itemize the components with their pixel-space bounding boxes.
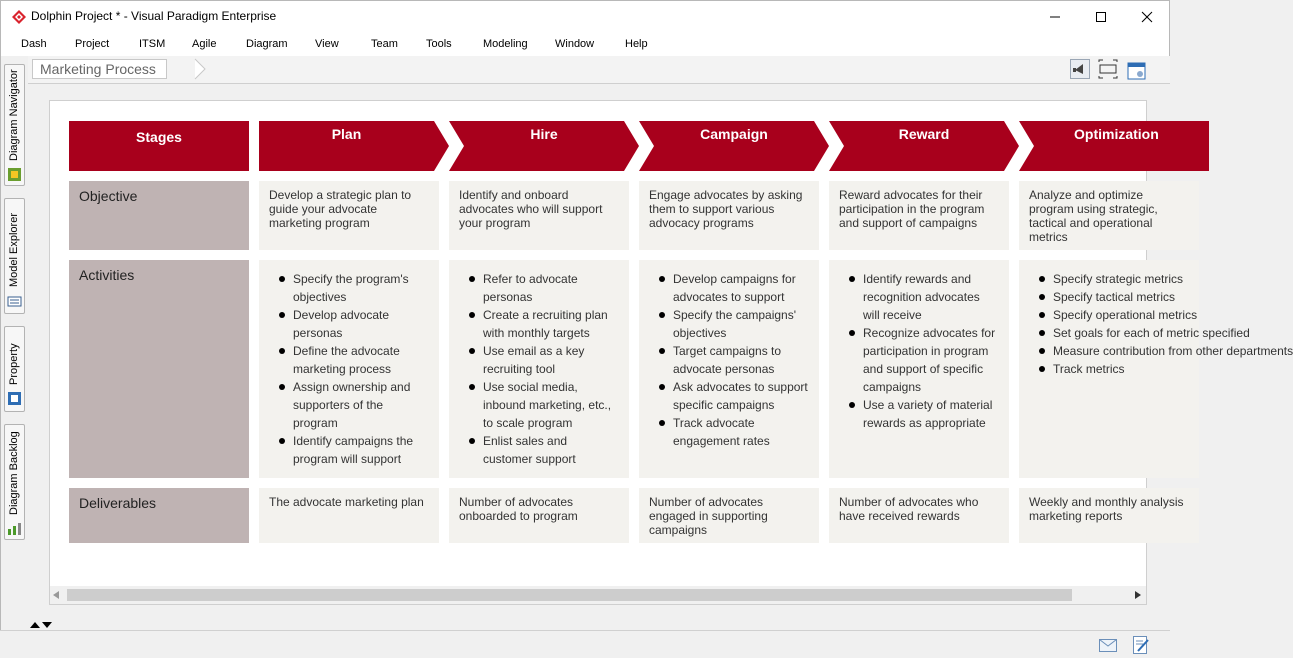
menu-help[interactable]: Help [625, 38, 648, 50]
row-header-deliverables [69, 488, 249, 543]
objective-text: Develop a strategic plan to guide your advocate marketing program [269, 188, 412, 230]
diagram-toolbar [28, 56, 1170, 84]
deliverable-optimization [1019, 488, 1199, 543]
tab-diagram-navigator[interactable] [4, 64, 25, 186]
activity-item: Use email as a key recruiting tool [459, 342, 619, 378]
menu-bar [0, 32, 1170, 56]
menu-view[interactable]: View [315, 38, 339, 50]
maximize-button[interactable] [1078, 1, 1124, 32]
objective-reward [829, 181, 1009, 250]
side-panel-tabs [0, 56, 28, 646]
objective-optimization [1019, 181, 1199, 250]
diagram-backlog-icon [7, 521, 22, 536]
tab-label: Model Explorer [8, 213, 20, 287]
diagram-settings-icon[interactable] [1127, 61, 1147, 81]
status-bar [0, 630, 1170, 658]
activities-campaign [639, 260, 819, 478]
menu-modeling[interactable]: Modeling [483, 38, 528, 50]
property-icon [7, 391, 22, 406]
tab-label: Diagram Backlog [8, 431, 20, 515]
breadcrumb-arrow-icon [195, 59, 207, 81]
minimize-icon [1050, 12, 1060, 22]
activity-item: Specify tactical metrics [1029, 288, 1189, 306]
fit-diagram-icon[interactable] [1098, 59, 1118, 79]
activity-item: Set goals for each of metric specified [1029, 324, 1189, 342]
menu-window[interactable]: Window [555, 38, 595, 50]
row-header-activities [69, 260, 249, 478]
window-title: Dolphin Project * - Visual Paradigm Enterprise [31, 9, 277, 23]
activity-item: Ask advocates to support specific campaigns [649, 378, 809, 414]
activities-list [1029, 270, 1293, 378]
objective-text: Engage advocates by asking them to support various advocacy programs [649, 188, 803, 230]
stages-header [69, 121, 249, 171]
activity-item: Specify the program's objectives [269, 270, 429, 306]
deliverable-text: Number of advocates engaged in supporting campaigns [649, 495, 768, 537]
announcement-icon[interactable] [1070, 59, 1090, 79]
menu-itsm[interactable]: ITSM [139, 38, 166, 50]
menu-team[interactable]: Team [371, 38, 398, 50]
model-explorer-icon [7, 294, 22, 309]
menu-agile[interactable]: Agile [192, 38, 217, 50]
close-button[interactable] [1124, 1, 1170, 32]
activity-item: Specify the campaigns' objectives [649, 306, 809, 342]
activity-item: Measure contribution from other departments [1029, 342, 1189, 360]
minimize-button[interactable] [1032, 1, 1078, 32]
activity-item: Recognize advocates for participation in program and support of specific campaigns [839, 324, 999, 396]
mail-icon[interactable] [1099, 639, 1117, 652]
stage-hire-label: Hire [530, 126, 558, 142]
deliverable-text: Weekly and monthly analysis marketing reports [1029, 495, 1184, 523]
tab-label: Diagram Navigator [8, 69, 20, 161]
objective-text: Identify and onboard advocates who will support your program [459, 188, 603, 230]
activities-plan [259, 260, 439, 478]
activity-item: Use a variety of material rewards as appropriate [839, 396, 999, 432]
activity-item: Develop advocate personas [269, 306, 429, 342]
activities-list [839, 270, 999, 432]
menu-tools[interactable]: Tools [426, 38, 452, 50]
activity-item: Target campaigns to advocate personas [649, 342, 809, 378]
deliverable-reward [829, 488, 1009, 543]
activity-item: Specify strategic metrics [1029, 270, 1189, 288]
activity-item: Refer to advocate personas [459, 270, 619, 306]
objective-hire [449, 181, 629, 250]
diagram-canvas[interactable] [49, 100, 1293, 605]
maximize-icon [1096, 12, 1106, 22]
stage-campaign-label: Campaign [700, 126, 768, 142]
deliverable-text: Number of advocates onboarded to program [459, 495, 578, 523]
activity-item: Use social media, inbound marketing, etc., to scale program [459, 378, 619, 432]
horizontal-scrollbar[interactable] [50, 586, 1146, 604]
activity-item: Assign ownership and supporters of the program [269, 378, 429, 432]
tab-diagram-backlog[interactable] [4, 424, 25, 540]
stage-plan-label: Plan [331, 126, 362, 142]
scrollbar-thumb[interactable] [67, 589, 1072, 601]
activity-item: Track advocate engagement rates [649, 414, 809, 450]
activity-item: Identify rewards and recognition advocates will receive [839, 270, 999, 324]
stage-optimization-label: Optimization [1074, 126, 1159, 142]
activity-item: Track metrics [1029, 360, 1189, 378]
activity-item: Create a recruiting plan with monthly targets [459, 306, 619, 342]
deliverable-campaign [639, 488, 819, 543]
menu-project[interactable]: Project [75, 38, 110, 50]
objective-text: Reward advocates for their participation in the program and support of campaigns [839, 188, 985, 230]
menu-dash[interactable]: Dash [21, 38, 47, 50]
visual-paradigm-logo-icon [12, 10, 26, 24]
stage-reward-label: Reward [898, 126, 950, 142]
scroll-left-icon[interactable] [53, 591, 59, 599]
close-icon [1142, 12, 1152, 22]
breadcrumb[interactable] [32, 59, 167, 79]
activity-item: Develop campaigns for advocates to support [649, 270, 809, 306]
activity-item: Enlist sales and customer support [459, 432, 619, 468]
activities-reward [829, 260, 1009, 478]
menu-diagram[interactable]: Diagram [246, 38, 288, 50]
activity-item: Identify campaigns the program will support [269, 432, 429, 468]
edit-note-icon[interactable] [1133, 636, 1149, 654]
row-header-label: Activities [79, 267, 135, 283]
row-header-label: Objective [79, 188, 138, 204]
objective-text: Analyze and optimize program using strategic, tactical and operational metrics [1029, 188, 1158, 244]
activities-list [649, 270, 809, 450]
activities-hire [449, 260, 629, 478]
deliverable-plan [259, 488, 439, 543]
deliverable-hire [449, 488, 629, 543]
deliverable-text: The advocate marketing plan [269, 495, 424, 509]
row-header-label: Deliverables [79, 495, 157, 511]
activity-item: Define the advocate marketing process [269, 342, 429, 378]
tab-model-explorer[interactable] [4, 198, 25, 314]
diagram-navigator-icon [7, 167, 22, 182]
scroll-right-icon[interactable] [1135, 591, 1141, 599]
stages-header-label: Stages [136, 129, 182, 145]
title-bar [0, 0, 1170, 32]
activities-list [459, 270, 619, 468]
tab-label: Property [8, 343, 20, 385]
tab-property[interactable] [4, 326, 25, 412]
row-header-objective [69, 181, 249, 250]
objective-plan [259, 181, 439, 250]
activities-list [269, 270, 429, 468]
activity-item: Specify operational metrics [1029, 306, 1189, 324]
deliverable-text: Number of advocates who have received rewards [839, 495, 979, 523]
objective-campaign [639, 181, 819, 250]
panel-collapse-icon[interactable] [30, 621, 54, 629]
breadcrumb-label: Marketing Process [40, 61, 156, 77]
activities-optimization [1019, 260, 1293, 478]
